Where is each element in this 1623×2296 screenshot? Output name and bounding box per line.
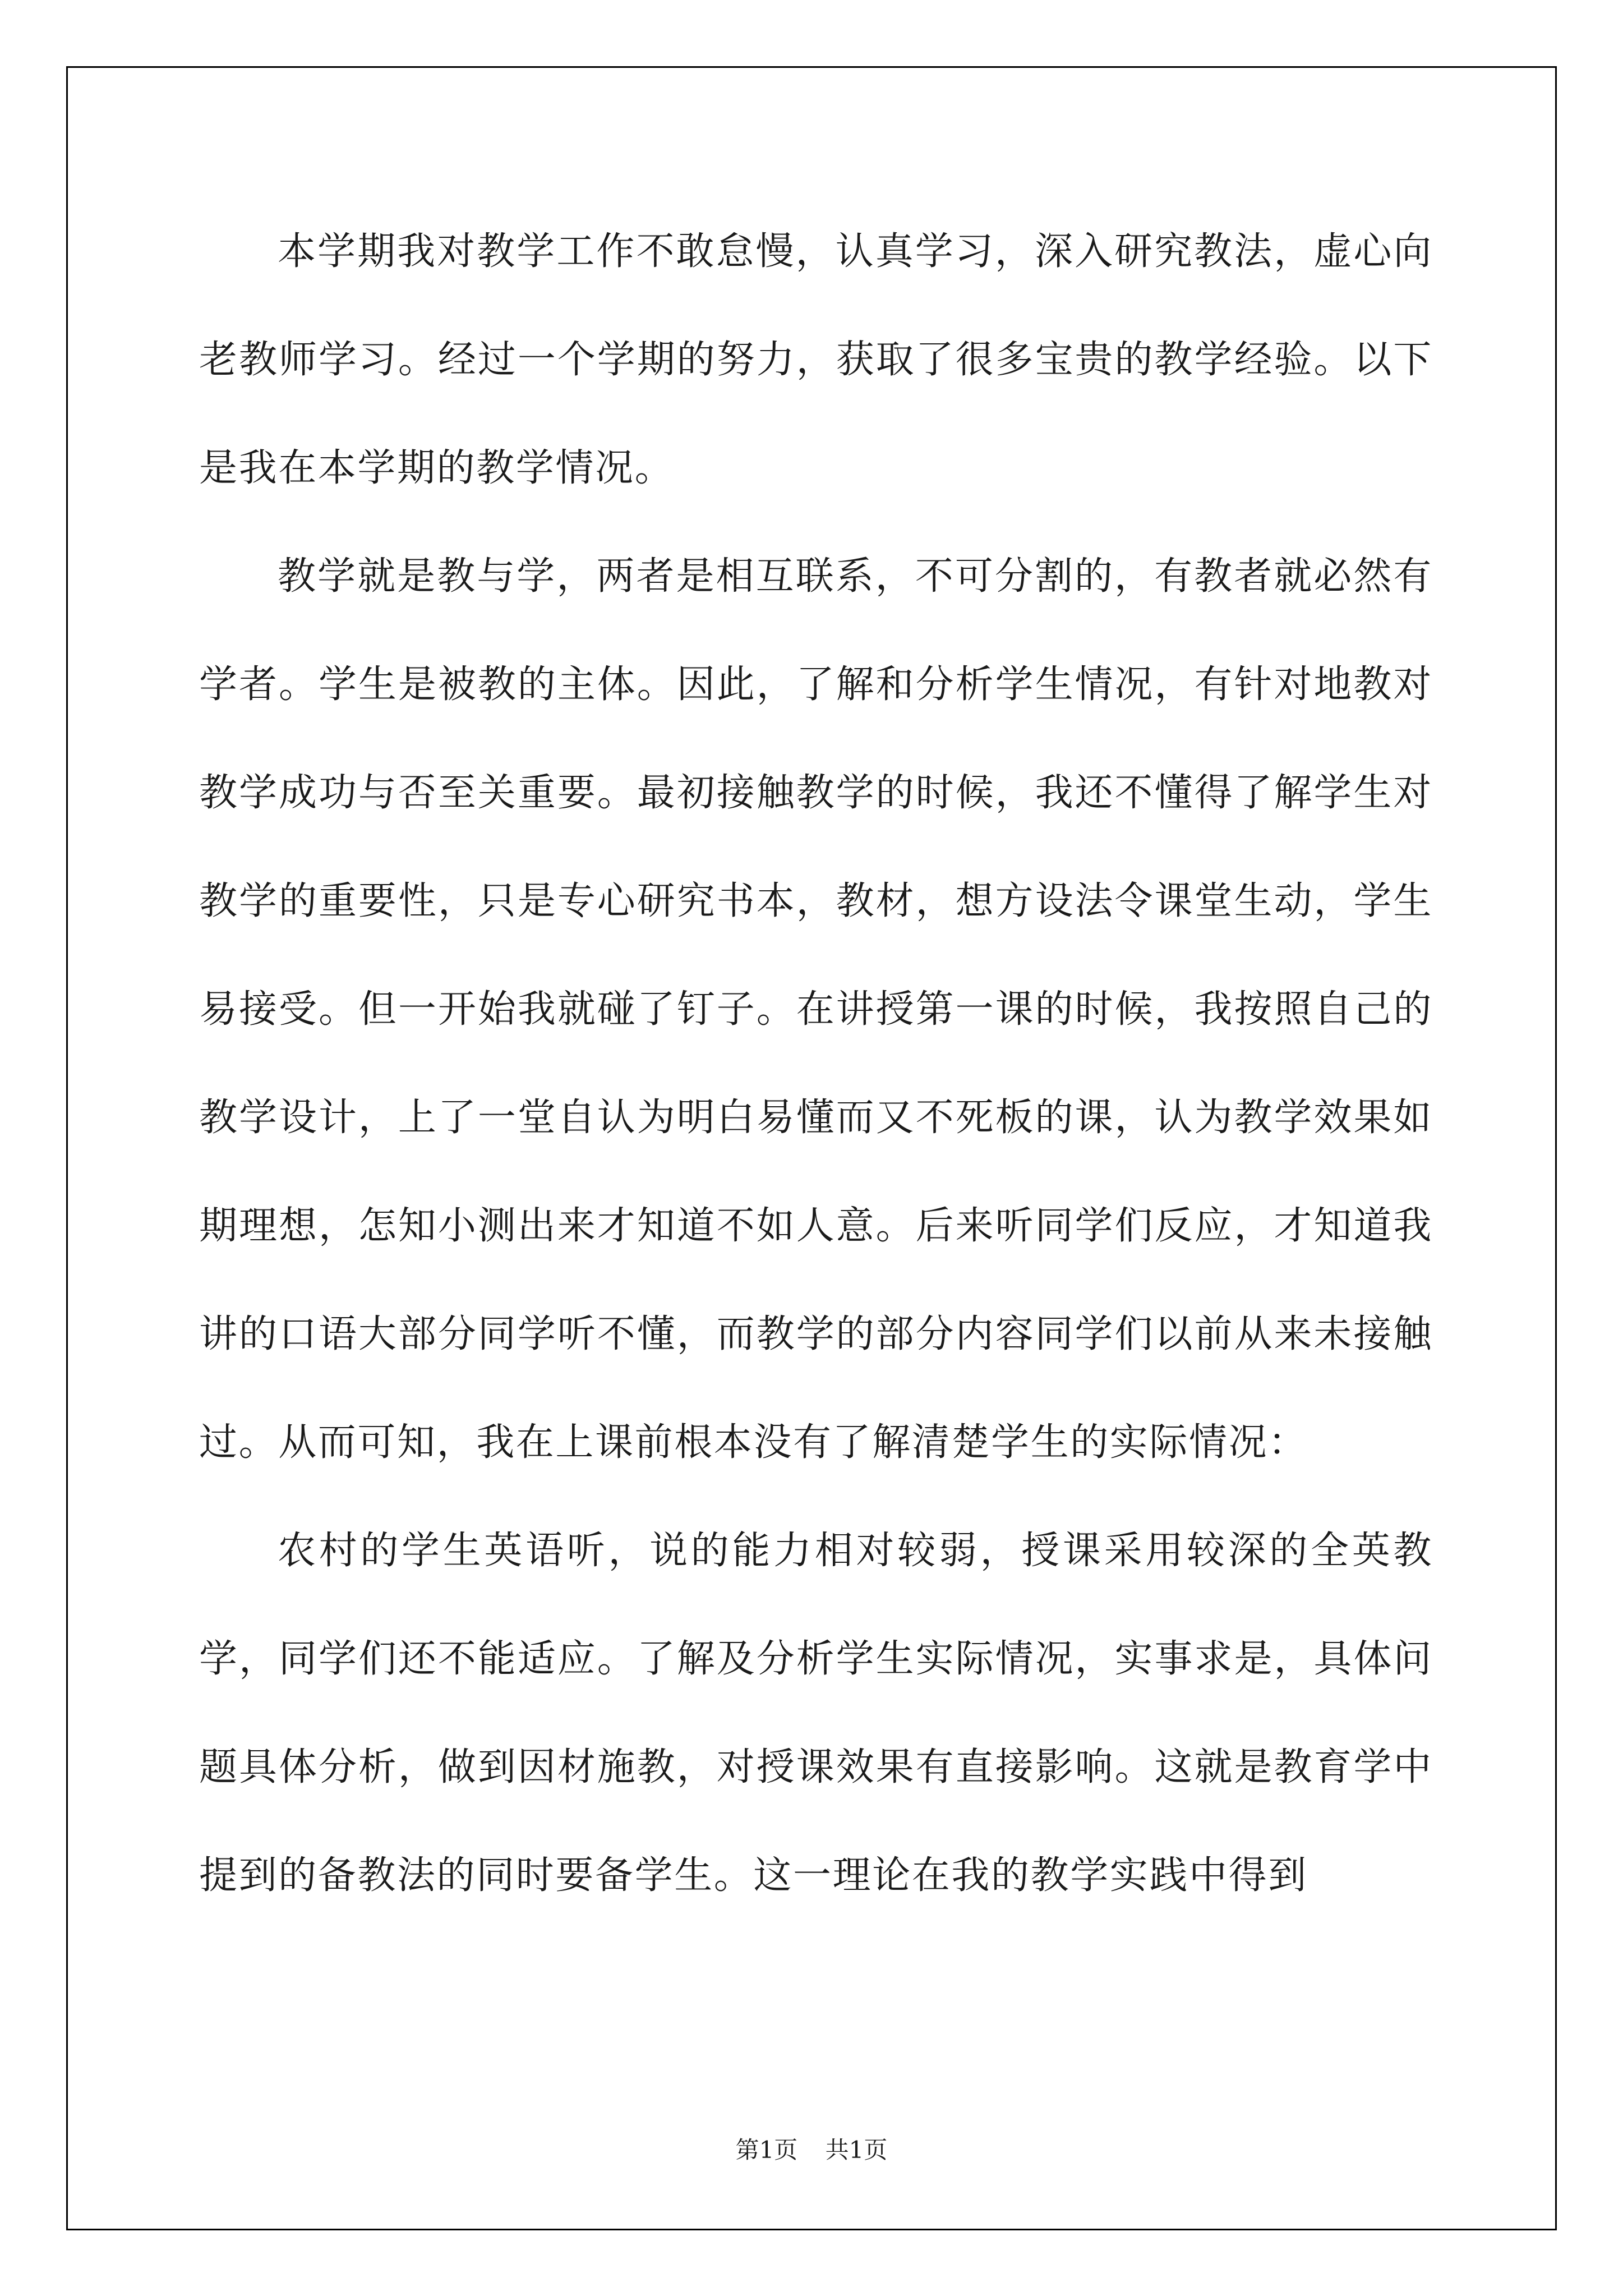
page-number-current: 第1页 xyxy=(735,2136,798,2164)
page-number-total: 共1页 xyxy=(825,2136,888,2164)
paragraph-2: 教学就是教与学，两者是相互联系，不可分割的，有教者就必然有学者。学生是被教的主体。因此，了解和分析学生情况，有针对地教对教学成功与否至关重要。最初接触教学的时候，我还不懂得了解学生对教学的重要性，只是专心研究书本，教材，想方设法令课堂生动，学生易接受。但一开始我就碰了钉子。在讲授第一课的时候，我按照自己的教学设计，上了一堂自认为明白易懂而又不死板的课，认为教学效果如期理想，怎知小测出来才知道不如人意。后来听同学们反应，才知道我讲的口语大部分同学听不懂，而教学的部分内容同学们以前从来未接触过。从而可知，我在上课前根本没有了解清楚学生的实际情况： xyxy=(199,554,1433,1465)
page-footer xyxy=(0,2132,1623,2165)
document-body xyxy=(199,197,1433,1930)
paragraph-3: 农村的学生英语听，说的能力相对较弱，授课采用较深的全英教学，同学们还不能适应。了解及分析学生实际情况，实事求是，具体问题具体分析，做到因材施教，对授课效果有直接影响。这就是教育学中提到的备教法的同时要备学生。这一理论在我的教学实践中得到 xyxy=(199,1529,1433,1898)
paragraph-1: 本学期我对教学工作不敢怠慢，认真学习，深入研究教法，虚心向老教师学习。经过一个学期的努力，获取了很多宝贵的教学经验。以下是我在本学期的教学情况。 xyxy=(199,229,1433,490)
